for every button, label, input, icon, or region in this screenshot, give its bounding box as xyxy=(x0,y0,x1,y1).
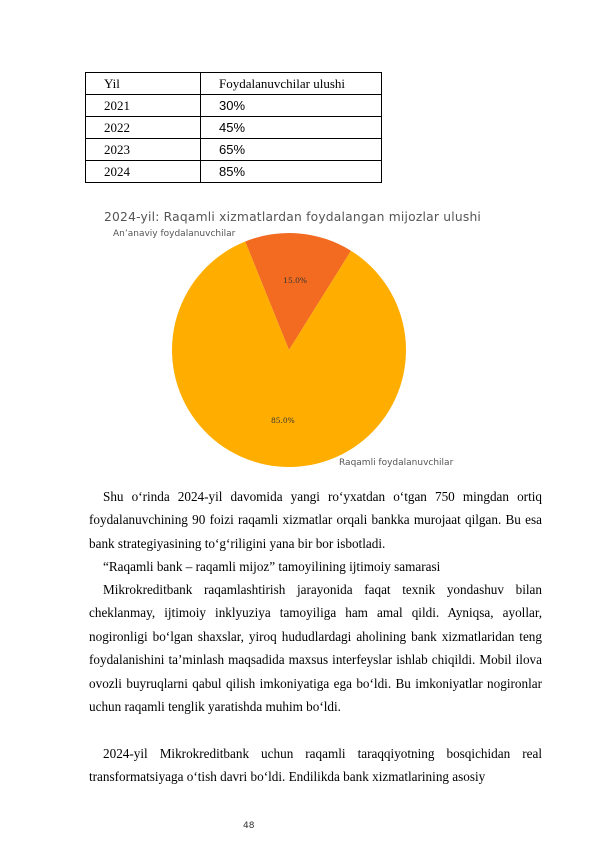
paragraph-2: Mikrokreditbank raqamlashtirish jarayonida faqat texnik yondashuv bilan cheklanmay, ijtimoiy inklyuziya tamoyiliga ham amal qildi. Ayniqsa, ayollar, nogironligi bo‘lgan shaxslar, yiroq hududlardagi aholining bank xizmatlaridan teng foydalanishini ta’minlash maqsadida maxsus interfeyslar ishlab chiqildi. Mobil ilova ovozli buyruqlarni qabul qilish imkoniyatiga ega bo‘ldi. Bu imkoniyatlar nogironlar uchun raqamli tenglik yaratishda muhim bo‘ldi. xyxy=(89,582,542,715)
cell-share: 85% xyxy=(201,161,382,183)
pie-value-label: 85.0% xyxy=(270,415,295,425)
cell-year: 2021 xyxy=(86,95,201,117)
cell-year: 2024 xyxy=(86,161,201,183)
chart-title: 2024-yil: Raqamli xizmatlardan foydalangan mijozlar ulushi xyxy=(104,210,482,224)
section-heading: “Raqamli bank – raqamli mijoz” tamoyilining ijtimoiy samarasi xyxy=(103,559,441,574)
slice-label-digital: Raqamli foydalanuvchilar xyxy=(339,458,454,468)
pie-value-label: 15.0% xyxy=(283,276,308,286)
cell-share: 65% xyxy=(201,139,382,161)
paragraph-1: Shu o‘rinda 2024-yil davomida yangi ro‘yxatdan o‘tgan 750 mingdan ortiq foydalanuvchining 90 foizi raqamli xizmatlar orqali bankka murojaat qilgan. Bu esa bank strategiyasining to‘g‘riligini yana bir bor isbotladi. xyxy=(89,489,542,551)
cell-share: 45% xyxy=(201,117,382,139)
paragraph-3: 2024-yil Mikrokreditbank uchun raqamli taraqqiyotning bosqichidan real transformatsiyaga o‘tish davri bo‘ldi. Endilikda bank xizmatlarining asosiy xyxy=(89,746,542,785)
page-number: 48 xyxy=(243,821,255,831)
slice-label-traditional: An’anaviy foydalanuvchilar xyxy=(113,229,236,239)
cell-year: 2023 xyxy=(86,139,201,161)
cell-share: 30% xyxy=(201,95,382,117)
cell-year: 2022 xyxy=(86,117,201,139)
header-year: Yil xyxy=(86,73,201,95)
header-share: Foydalanuvchilar ulushi xyxy=(201,73,382,95)
